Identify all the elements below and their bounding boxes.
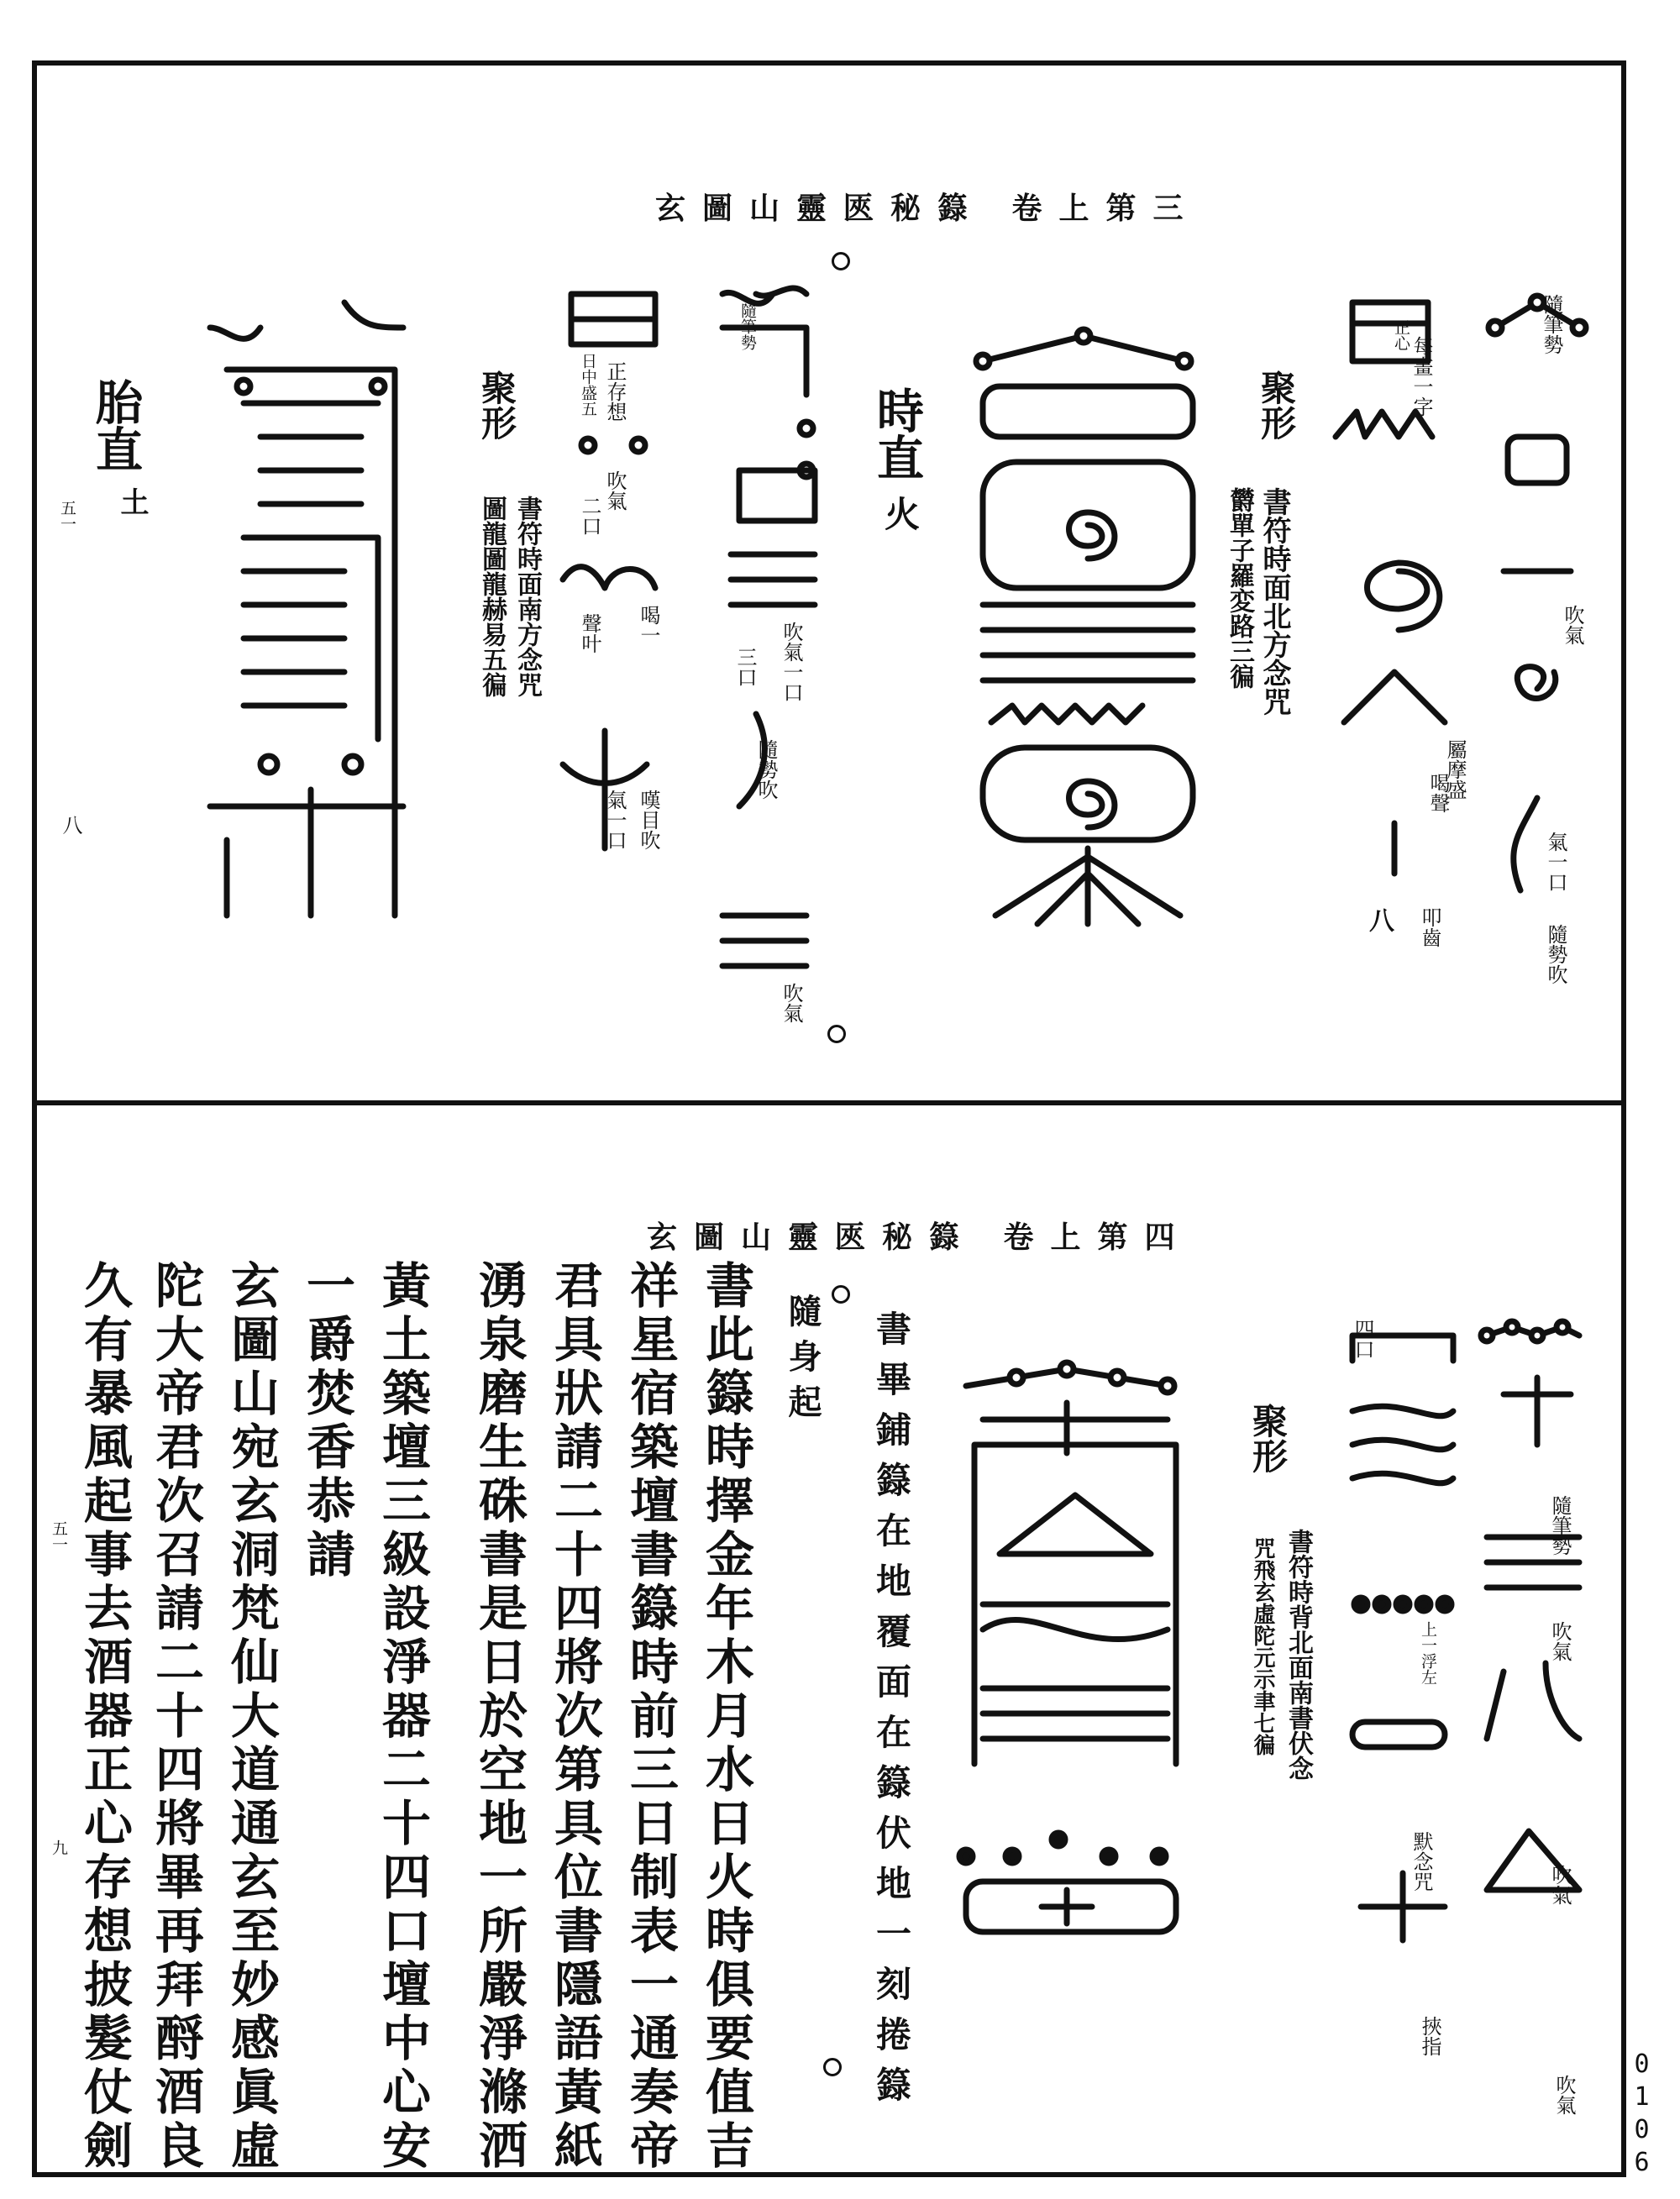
note: 三口 [733,647,757,687]
large-seal-talisman-icon [193,302,420,924]
punch-hole-icon [832,252,850,270]
page-number: 0106 [1627,2049,1656,2181]
note: 屬摩盛 [1443,739,1467,800]
body-column: 書此籙時擇金年木月水日火時俱要值吉 [697,1260,754,2174]
note: 四口 [1351,1319,1374,1359]
body-column: 黃土築壇三級設淨器二十四口壇中心安 [374,1260,431,2174]
talisman-title: 聚形 [476,370,517,440]
note: 氣一口 [1544,832,1567,892]
note: 正心 [1392,319,1410,351]
punch-hole-icon [827,1025,846,1043]
eight-mark: 八 [59,815,82,835]
note: 吹氣 [603,470,627,511]
note: 隨筆勢 [1548,1495,1572,1556]
talisman-chant: 欝單子羅変路三徧 [1225,487,1254,689]
note: 叩齒 [1418,907,1441,947]
note: 吹氣 [1561,605,1584,645]
note: 上一浮左 [1419,1621,1437,1685]
note: 喝聲 [1426,773,1450,813]
note: 吹氣 [1548,1621,1572,1661]
note: 嘆目吹 [637,790,660,850]
talisman-strokes-icon [1336,286,1462,958]
note: 每畫一字 [1410,336,1433,417]
bottom-page-header: 玄圖山靈匧秘籙 卷上第四 [647,1220,1192,1255]
eight-mark: 八 [1364,907,1394,932]
note: 吹氣 [1552,2075,1576,2115]
margin-mark: 五一 [50,1520,68,1552]
talisman-strokes-icon [714,277,823,1016]
margin-mark: 九 [50,1839,68,1855]
talisman-strokes-icon [1344,1319,1470,1999]
large-seal-talisman-icon [966,328,1210,932]
talisman-title: 聚形 [1247,1403,1289,1473]
body-column: 湧泉磨生硃書是日於空地一所嚴淨滌洒 [470,1260,528,2174]
body-column: 玄圖山宛玄洞梵仙大道通玄至妙感眞虛 [223,1260,280,2174]
margin-mark: 五一 [58,500,76,532]
talisman-instructions: 書符時面北方念咒 [1257,487,1291,716]
note: 吹氣 [1548,1865,1572,1905]
note: 吹氣 [780,983,803,1023]
page-divider [32,1100,1626,1105]
note: 隨勢吹 [754,739,778,800]
note: 正存想 [603,361,627,422]
note: 吹氣一口 [780,622,803,702]
talisman-chant: 咒飛玄虛陀元示聿七徧 [1250,1537,1275,1756]
talisman-title: 時直 [869,386,925,480]
note: 默念咒 [1410,1831,1433,1892]
top-page-header: 玄圖山靈匧秘籙 卷上第三 [655,191,1200,226]
talisman-instructions: 書符時面南方念咒 [512,496,542,697]
talisman-instructions: 書符時背北面南書伏念 [1284,1529,1313,1781]
note: 二口 [578,496,601,536]
note: 隨筆勢 [738,302,757,350]
note: 隨勢吹 [1544,924,1567,984]
talisman-title: 胎直 [88,378,144,472]
note: 聲叶 [578,613,601,653]
body-column: 一爵焚香恭請 [298,1260,355,1582]
follow-text: 隨身起 [783,1294,822,1430]
body-column: 久有暴風起事去酒器正心存想披髮仗劍 [76,1260,133,2174]
body-column: 陀大帝君次召請二十四將畢再拜酹酒良 [147,1260,204,2174]
talisman-element: 火 [879,496,921,531]
note: 挾指 [1418,2016,1441,2056]
punch-hole-icon [832,1285,850,1304]
punch-hole-icon [823,2058,842,2076]
talisman-element: 土 [115,487,149,516]
note: 隨筆勢 [1540,294,1563,354]
note: 喝一 [637,605,660,645]
note: 日中盛五 [579,353,597,417]
body-column: 君具狀請二十四將次第具位書隱語黃紙 [546,1260,603,2174]
large-seal-talisman-icon [949,1352,1201,1957]
talisman-chant: 圖龍圖龍赫易五徧 [477,496,507,697]
note: 氣一口 [603,790,627,850]
talisman-title: 聚形 [1256,370,1297,440]
talisman-caption: 書畢鋪籙在地覆面在籙伏地一刻捲籙 [871,1310,912,2117]
body-column: 祥星宿築壇書籙時前三日制表一通奏帝 [622,1260,679,2174]
